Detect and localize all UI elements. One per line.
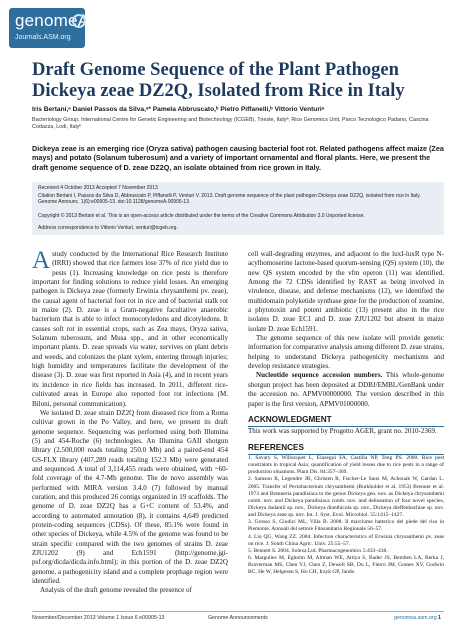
correspondence: Address correspondence to Vittorio Venturi, venturi@icgeb.org. bbox=[38, 225, 178, 231]
received-dates: Received 4 October 2013 Accepted 7 November 2013 bbox=[38, 185, 158, 191]
reference-item: 4. Liu QG, Wang ZZ. 2004. Infection characteristics of Erwinia chrysanthemi pv. zeae on rice. J. South China Agric. Univ. 25:55–57. bbox=[248, 533, 444, 547]
drop-cap: A bbox=[32, 247, 51, 274]
reference-item: 3. Grosso S, Giudici ML, Villa B. 2008. Il marciume batterico del piede del riso in Piemonte. Annuali del settore Fitosanitario Regionale 56–57. bbox=[248, 519, 444, 533]
journal-logo-sub: Journals.ASM.org bbox=[15, 34, 71, 41]
intro-paragraph bbox=[32, 247, 228, 409]
accession-text: This whole-genome shotgun project has been deposited at DDBJ/EMBL/GenBank under the accession no. APMV00000000. The version described in this paper is the first version, APMV01000000. bbox=[248, 371, 444, 408]
intro-text: study conducted by the International Rice Research Institute (IRRI) showed that rice farmers lose 37% of rice yield due to pests (1). Increasing knowledge on rice pests is therefore important for finding solutions to reduce yield losses. An emerging pathogen is Dickeya zeae (formerly Erwinia chrysanthemi pv. zeae), the causal agent of bacterial foot rot in rice and of bacterial stalk rot in maize (2). D. zeae is a Gram-negative facultative anaerobic bacterium that is able to infect monocotyledons and dicotyledons. It causes soft rot in essential crops, such as Zea mays, Oryza sativa, Solanum tuberosum, and Musa spp., and in other economically important plants. D. zeae spreads via water, survives on plant debris and weeds, and colonizes the plant xylem, entering through injuries; high humidity and temperatures facilitate the development of the disease (3). D. zeae was first reported in Asia (4), and in recent years its incidence in rice fields has increased. In 2011, different rice-cultivated areas in Europe also reported foot rot infections (M. Biloni, personal communication). bbox=[32, 250, 228, 408]
genome-logo-icon bbox=[72, 14, 86, 28]
conclusion-paragraph: The genome sequence of this new isolate will provide genetic information for comparative analysis among different D. zeae strains, helping to understand Dickeya pathogenicity mechanisms and develop resistance strategies. bbox=[248, 334, 444, 371]
analysis-continued: cell wall-degrading enzymes, and adjacent to the luxI-luxR type N-acylhomoserine lactone-based quorum-sensing (QS) system (10), the new QS system encoded by the vfm operon (11) was identified. Among the 72 CDSs identified by RAST as being involved in virulence, disease, and defense mechanisms (12), we identified the multidomain polyketide synthase gene for the production of zeamine, a phytotoxin and potent antibiotic (13) present also in the rice isolates D. zeae EC1 and D. zeae ZJU1202 but absent in maize isolate D. zeae Ech1591. bbox=[248, 250, 444, 333]
reference-item: 6. Margulies M, Egholm M, Altman WE, Attiya S, Bader JS, Bemben LA, Berka J, Braverman MS, Chen YJ, Chen Z, Dewell SB, Du L, Fierro JM, Gomes XV, Godwin BC, He W, Helgesen S, Ho CH, Irzyk GP, Jando bbox=[248, 555, 444, 576]
analysis-paragraph: Analysis of the draft genome revealed the presence of bbox=[40, 586, 192, 595]
body-left-column bbox=[32, 247, 228, 596]
reference-list bbox=[248, 455, 444, 577]
author-list: Iris Bertani,ᵃ Daniel Passos da Silva,ᵃ* Pamela Abbruscato,ᵇ Pietro Piffanelli,ᵇ Vittorio Venturiᵃ bbox=[32, 106, 325, 113]
footer-rule bbox=[32, 611, 444, 612]
reference-item: 2. Samson R, Legendre JB, Christen R, Fischer-Le Saux M, Achouak W, Gardan L. 2005. Transfer of Pectobacterium chrysanthemi (Burkholder et al. 1953) Brenner et al. 1973 and Brenneria paradisiaca to the genus Dickeya gen. nov. as Dickeya chrysanthemi comb. nov. and Dickeya paradisiaca comb. nov. and delineation of four novel species, Dickeya dadantii sp. nov., Dickeya dianthicola sp. nov., Dickeya dieffenbachiae sp. nov. and Dickeya zeae sp. nov. Int. J. Syst. Evol. Microbiol. 55:1415–1427. bbox=[248, 476, 444, 519]
article-title: Draft Genome Sequence of the Plant Pathogen Dickeya zeae DZ2Q, Isolated from Rice in Italy bbox=[32, 60, 405, 101]
footer-website[interactable]: genomea.asm.org bbox=[394, 615, 437, 621]
ack-text: This work was supported by Progetto AGER, grant no. 2010-2369. bbox=[248, 427, 437, 436]
affiliations: Bacteriology Group, International Centre for Genetic Engineering and Biotechnology (ICGEB), Trieste, Italyᵃ; Rice Genomics Unit, Parco Tecnologico Padano, Cascina Codazza, Lodi, Italyᵇ bbox=[32, 117, 429, 131]
accession-heading: Nucleotide sequence accession numbers. bbox=[256, 371, 383, 380]
reference-item: 1. Savary S, Willocquet L, Elazegui FA, Castilla NP, Teng PS. 2000. Rice pest constraints in tropical Asia: quantification of yield losses due to rice pests in a range of production situations. Plant Dis. 84:357–369. bbox=[248, 454, 444, 476]
methods-paragraph: We isolated D. zeae strain DZ2Q from diseased rice from a Roma cultivar grown in the Po Valley, and here, we present its draft genome sequence. Sequencing was performed using both Illumina (5) and 454-Roche (6) technologies. An Illumina GAII shotgun library (2,500,000 reads totaling 250.0 Mb) and a paired-end 454 GS-FLX library (407,289 reads totaling 152.3 Mb) were generated and sequenced. A total of 3,114,455 reads were obtained, with ~60-fold coverage of the 4.7-Mb genome. The de novo assembly was performed with MIRA version 3.4.0 (7) followed by manual curation, and this produced 26 contigs organized in 19 scaffolds. The genome of D. zeae DZ2Q has a G+C content of 53.4%, and according to automated annotation (8), it contains 4,649 predicted protein-coding sequences (CDSs). Of these, 85.1% were found in other species of Dickeya, while 4.5% of the genome was found to be strain specific compared with the two genomes of strains D. zeae ZJU1202 (9) and Ech1591 (http://genome.jgi-psf.org/dicda/dicda.info.html); in this portion of the D. zeae DZ2Q genome, a pathogenicity island and a complete prophage region were identified. bbox=[32, 408, 228, 586]
citation: Citation Bertani I, Passos da Silva D, Abbruscato P, Piffanelli P, Venturi V. 2013. Draft genome sequence of the plant pathogen Dickeya zeae DZ2Q, isolated from rice in Italy. Genome Announc. 1(6):e00905-13. doi:10.1128/genomeA.00905-13. bbox=[38, 193, 421, 206]
copyright: Copyright © 2013 Bertani et al. This is an open-access article distributed under the terms of the Creative Commons Attribution 3.0 Unported license. bbox=[38, 213, 365, 219]
accession-paragraph bbox=[248, 371, 444, 408]
journal-logo-name: genomeA bbox=[15, 11, 90, 30]
body-right-column bbox=[248, 250, 444, 577]
footer-journal: Genome Announcements bbox=[208, 615, 268, 621]
abstract: Dickeya zeae is an emerging rice (Oryza sativa) pathogen causing bacterial foot rot. Related pathogens affect maize (Zea mays) and potato (Solanum tuberosum) and a variety of important ornamental and floral plants. Here, we present the draft genome sequence of D. zeae DZ2Q, an isolate obtained from rice grown in Italy. bbox=[32, 144, 444, 172]
page-number: 1 bbox=[438, 615, 441, 621]
ack-heading: ACKNOWLEDGMENT bbox=[248, 414, 332, 424]
references-heading: REFERENCES bbox=[248, 442, 304, 452]
reference-item: 5. Bennett S. 2004. Solexa Ltd. Pharmacogenomics 5:433–438. bbox=[248, 547, 388, 554]
footer-issue: November/December 2013 Volume 1 Issue 6 e00905-13 bbox=[32, 615, 165, 621]
